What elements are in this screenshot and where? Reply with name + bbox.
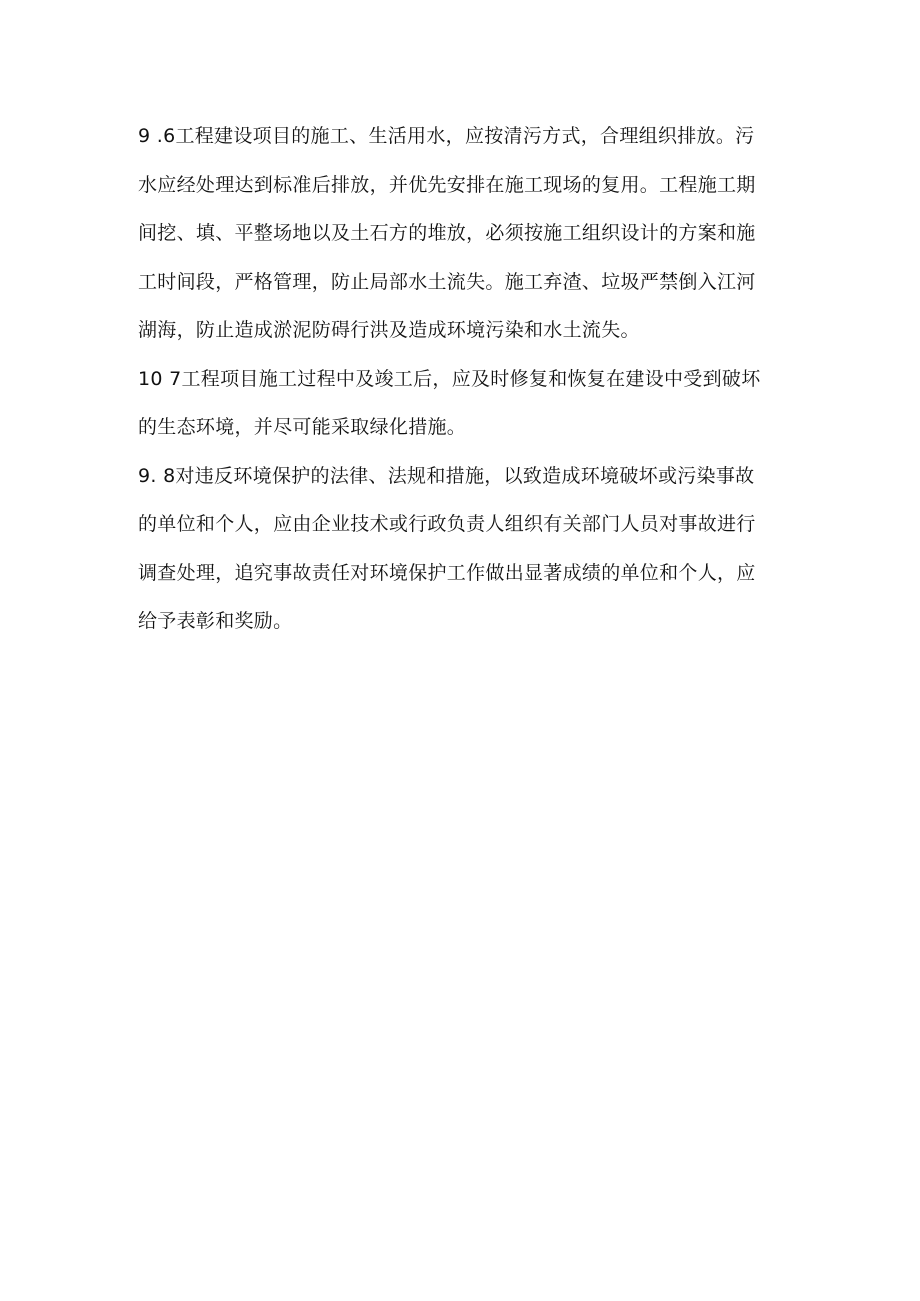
text-line: 工时间段，严格管理，防止局部水土流失。施工弃渣、垃圾严禁倒入江河 [138, 270, 756, 293]
paragraph-9-6 [138, 112, 788, 355]
paragraph-9-8 [138, 452, 788, 646]
text-line: 9. 8对违反环境保护的法律、法规和措施，以致造成环境破坏或污染事故 [138, 464, 755, 487]
text-line: 9 .6工程建设项目的施工、生活用水，应按清污方式，合理组织排放。污 [138, 125, 755, 147]
text-line: 调查处理，追究事故责任对环境保护工作做出显著成绩的单位和个人，应 [138, 561, 756, 584]
text-line: 间挖、填、平整场地以及土石方的堆放，必须按施工组织设计的方案和施 [138, 222, 756, 244]
paragraph-10-7 [138, 355, 788, 452]
text-line: 的生态环境，并尽可能采取绿化措施。 [138, 416, 467, 438]
text-line: 的单位和个人，应由企业技术或行政负责人组织有关部门人员对事故进行 [138, 513, 756, 535]
text-line: 给予表彰和奖励。 [138, 610, 293, 632]
text-line: 湖海，防止造成淤泥防碍行洪及造成环境污染和水土流失。 [138, 319, 640, 341]
text-line: 水应经处理达到标准后排放，并优先安排在施工现场的复用。工程施工期 [138, 173, 756, 196]
text-line: 10 7工程项目施工过程中及竣工后，应及时修复和恢复在建设中受到破坏 [138, 367, 761, 390]
document-body [138, 112, 788, 646]
